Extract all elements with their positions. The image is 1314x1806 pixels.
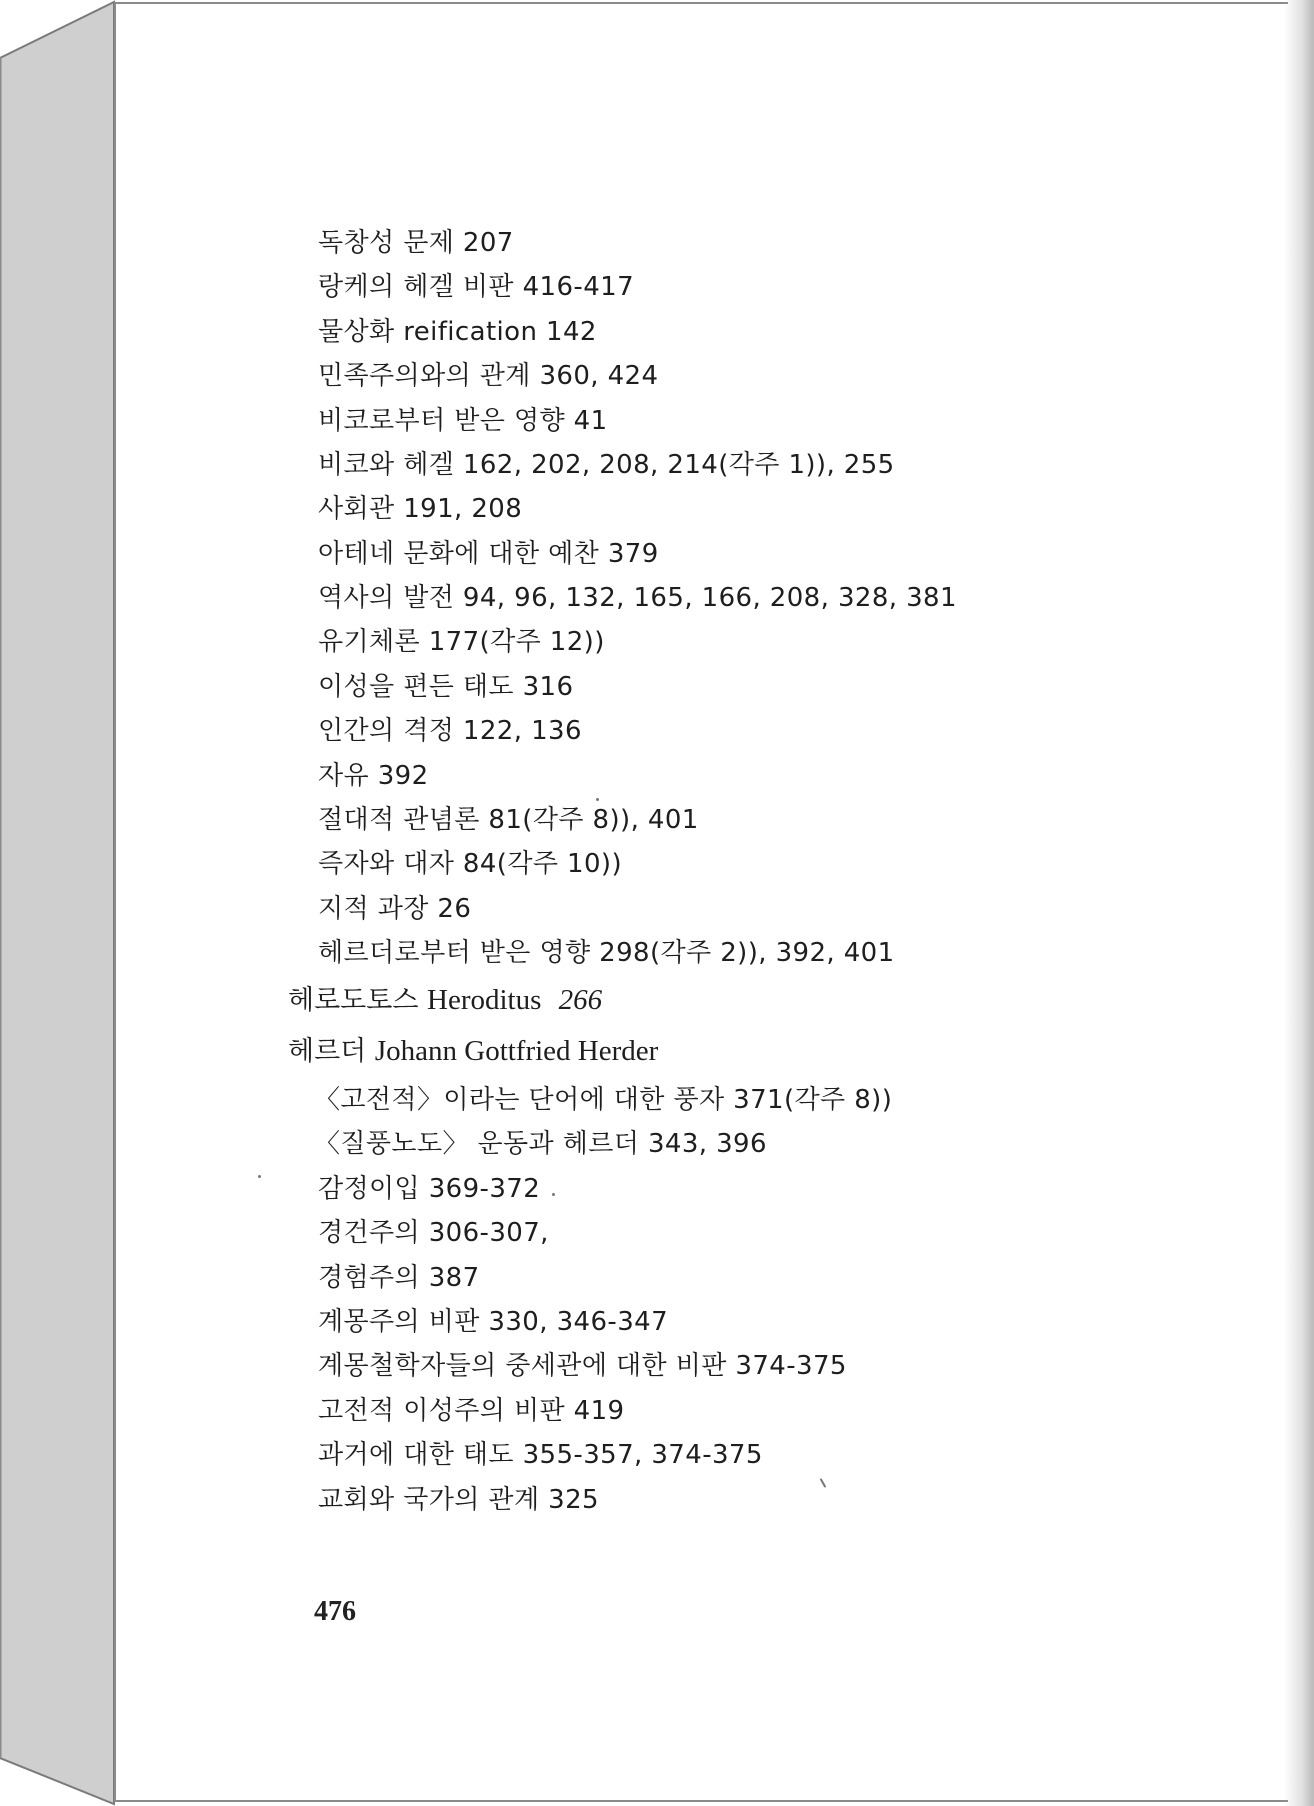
index-entry: 경건주의 306-307,: [318, 1218, 549, 1248]
index-entry: 인간의 격정 122, 136: [318, 716, 582, 746]
index-entry: 역사의 발전 94, 96, 132, 165, 166, 208, 328, 381: [318, 583, 957, 613]
index-heading-herder: [288, 1036, 658, 1067]
index-entry: 〈질풍노도〉 운동과 헤르더 343, 396: [314, 1129, 767, 1159]
index-entry: 고전적 이성주의 비판 419: [318, 1396, 625, 1426]
index-entry: 즉자와 대자 84(각주 10)): [318, 849, 623, 879]
index-entry: 감정이입 369-372: [318, 1174, 541, 1204]
index-heading-herodotus: [288, 985, 602, 1016]
index-entry: 자유 392: [318, 761, 429, 791]
index-entry: 헤르더로부터 받은 영향 298(각주 2)), 392, 401: [318, 938, 895, 968]
index-entry: 절대적 관념론 81(각주 8)), 401: [318, 805, 699, 835]
index-entry: 아테네 문화에 대한 예찬 379: [318, 539, 659, 569]
heading-page: 266: [558, 984, 603, 1016]
index-entry: 이성을 편든 태도 316: [318, 672, 574, 702]
heading-korean: 헤로도토스: [288, 985, 419, 1016]
index-entry: 경험주의 387: [318, 1263, 480, 1293]
index-entry: 과거에 대한 태도 355-357, 374-375: [318, 1440, 763, 1470]
page-number: 476: [314, 1596, 356, 1627]
index-entry: 지적 과장 26: [318, 894, 472, 924]
index-entry: 계몽주의 비판 330, 346-347: [318, 1307, 669, 1337]
index-entry: 물상화 reification 142: [318, 317, 597, 347]
index-entry: 유기체론 177(각주 12)): [318, 627, 605, 657]
heading-latin: Heroditus: [427, 984, 542, 1016]
scan-speck: [596, 798, 599, 801]
index-entry: 비코와 헤겔 162, 202, 208, 214(각주 1)), 255: [318, 450, 895, 480]
index-entry: 비코로부터 받은 영향 41: [318, 406, 608, 436]
index-entry: 〈고전적〉이라는 단어에 대한 풍자 371(각주 8)): [314, 1085, 893, 1115]
scan-speck: [258, 1175, 261, 1178]
index-entry: 사회관 191, 208: [318, 494, 523, 524]
scan-speck: [552, 1193, 555, 1196]
heading-latin: Johann Gottfried Herder: [374, 1035, 659, 1067]
heading-korean: 헤르더: [288, 1036, 367, 1067]
index-entry: 독창성 문제 207: [318, 228, 514, 258]
index-entry: 랑케의 헤겔 비판 416-417: [318, 272, 635, 302]
index-entry: 교회와 국가의 관계 325: [318, 1485, 599, 1515]
index-entry: 계몽철학자들의 중세관에 대한 비판 374-375: [318, 1351, 847, 1381]
index-entry: 민족주의와의 관계 360, 424: [318, 361, 659, 391]
